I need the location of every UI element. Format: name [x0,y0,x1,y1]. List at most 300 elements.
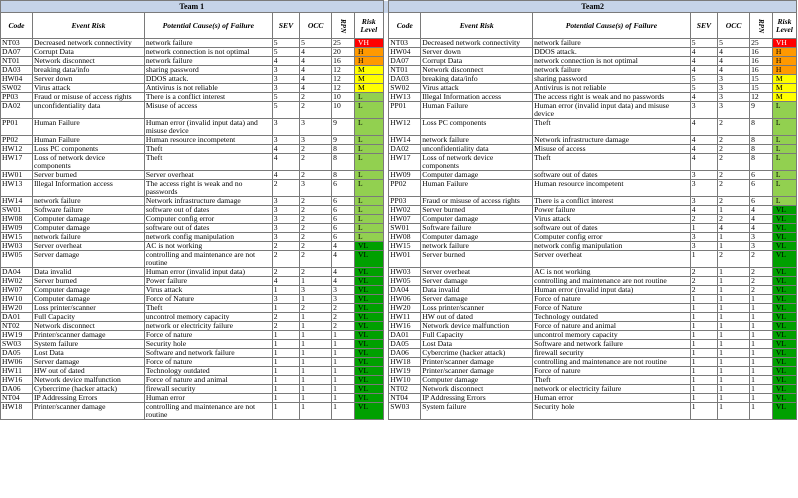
cell-code-2: SW03 [389,403,421,420]
cell-level: VL [354,268,383,277]
cell-rpn: 9 [332,136,355,145]
cell-cause-2: DDOS attack. [533,48,691,57]
cell-rpn: 1 [332,331,355,340]
cell-occ: 2 [300,154,332,171]
cell-level: VL [354,277,383,286]
cell-occ: 1 [300,349,332,358]
cell-event-2: Server damage [421,277,533,286]
cell-event: Server damage [32,358,144,367]
cell-rpn-2: 1 [750,376,773,385]
cell-occ-2: 1 [718,286,750,295]
cell-event: Printer/scanner damage [32,403,144,420]
cell-sev-2: 1 [690,224,717,233]
table-row [1,136,797,145]
cell-rpn: 4 [332,268,355,277]
cell-sev-2: 1 [690,376,717,385]
cell-sev-2: 1 [690,313,717,322]
cell-cause: Power failure [144,277,272,286]
cell-cause-2: Software and network failure [533,340,691,349]
cell-code: HW14 [1,197,33,206]
cell-cause-2: AC is not working [533,268,691,277]
cell-level-2: M [772,75,796,84]
cell-rpn-2: 6 [750,171,773,180]
cell-level: M [354,66,383,75]
cell-cause: Security hole [144,340,272,349]
cell-level: L [354,171,383,180]
cell-occ: 1 [300,394,332,403]
cell-sev: 1 [272,304,299,313]
cell-sev: 2 [272,242,299,251]
cell-sev: 3 [272,197,299,206]
col-risk: Risk Level [354,13,383,39]
table-row [1,295,797,304]
cell-code: HW18 [1,403,33,420]
cell-code: DA05 [1,349,33,358]
cell-level-2: VL [772,224,796,233]
cell-event-2: unconfidentiality data [421,145,533,154]
cell-level: VL [354,358,383,367]
cell-cause-2: network config manipulation [533,242,691,251]
cell-code-2: HW10 [389,376,421,385]
cell-sev-2: 4 [690,136,717,145]
cell-rpn: 6 [332,233,355,242]
cell-level: VL [354,322,383,331]
cell-event-2: Human Failure [421,102,533,119]
cell-cause-2: controlling and maintenance are not routine [533,358,691,367]
cell-code-2: HW02 [389,206,421,215]
cell-cause-2: Human resource incompetent [533,180,691,197]
cell-cause-2: Network infrastructure damage [533,136,691,145]
cell-cause-2: network failure [533,66,691,75]
cell-sev-2: 4 [690,48,717,57]
cell-rpn-2: 12 [750,93,773,102]
cell-sev: 1 [272,403,299,420]
cell-event: Corrupt Data [32,48,144,57]
cell-rpn-2: 4 [750,206,773,215]
cell-sev: 3 [272,233,299,242]
cell-rpn: 8 [332,154,355,171]
table-row [1,313,797,322]
cell-event-2: network failure [421,242,533,251]
cell-cause: Human error (invalid input data) [144,268,272,277]
cell-code-2: HW04 [389,48,421,57]
cell-rpn-2: 2 [750,286,773,295]
cell-level: VL [354,331,383,340]
cell-code: HW20 [1,304,33,313]
cell-cause-2: Force of nature [533,367,691,376]
cell-level: L [354,145,383,154]
cell-code: NT02 [1,322,33,331]
cell-level-2: L [772,145,796,154]
cell-sev: 3 [272,295,299,304]
cell-sev-2: 2 [690,286,717,295]
cell-occ: 1 [300,277,332,286]
cell-sev-2: 1 [690,340,717,349]
cell-event-2: Network disconnect [421,66,533,75]
cell-sev: 3 [272,206,299,215]
cell-sev-2: 1 [690,358,717,367]
cell-code-2: HW09 [389,171,421,180]
col-cause: Potential Cause(s) of Failure [144,13,272,39]
cell-sev: 3 [272,75,299,84]
cell-occ-2: 2 [718,145,750,154]
cell-occ: 4 [300,75,332,84]
cell-level-2: L [772,136,796,145]
cell-cause: controlling and maintenance are not routine [144,251,272,268]
cell-sev: 1 [272,385,299,394]
cell-cause: There is a conflict interest [144,93,272,102]
cell-level: M [354,84,383,93]
cell-sev: 1 [272,286,299,295]
cell-level-2: VL [772,340,796,349]
cell-event: System failure [32,340,144,349]
cell-cause-2: Human error (invalid input data) [533,286,691,295]
cell-code-2: HW07 [389,215,421,224]
cell-level: VH [354,39,383,48]
cell-occ: 1 [300,403,332,420]
cell-sev: 1 [272,367,299,376]
cell-event-2: Decreased network connectivity [421,39,533,48]
cell-level-2: VL [772,322,796,331]
table-row [1,322,797,331]
cell-cause-2: network or electricity failure [533,385,691,394]
cell-level-2: VL [772,242,796,251]
cell-occ: 4 [300,48,332,57]
cell-code-2: HW20 [389,304,421,313]
cell-code-2: HW14 [389,136,421,145]
cell-sev: 2 [272,251,299,268]
cell-event: Server burned [32,171,144,180]
cell-rpn-2: 6 [750,180,773,197]
cell-level: L [354,102,383,119]
cell-event-2: Server burned [421,206,533,215]
cell-rpn-2: 16 [750,48,773,57]
cell-cause-2: Virus attack [533,215,691,224]
cell-cause-2: Theft [533,154,691,171]
cell-code-2: HW06 [389,295,421,304]
cell-rpn-2: 4 [750,215,773,224]
cell-occ-2: 1 [718,340,750,349]
cell-rpn: 4 [332,242,355,251]
cell-level: L [354,206,383,215]
cell-rpn: 4 [332,277,355,286]
cell-sev-2: 2 [690,277,717,286]
cell-level-2: VL [772,277,796,286]
cell-level-2: VL [772,349,796,358]
cell-occ: 4 [300,57,332,66]
cell-event-2: Server damage [421,295,533,304]
table-row [1,39,797,48]
cell-cause-2: software out of dates [533,171,691,180]
cell-occ-2: 2 [718,180,750,197]
cell-rpn-2: 1 [750,304,773,313]
cell-sev: 3 [272,136,299,145]
cell-event-2: Printer/scanner damage [421,358,533,367]
cell-occ: 3 [300,286,332,295]
cell-level: VL [354,304,383,313]
table-row [1,224,797,233]
cell-sev-2: 5 [690,39,717,48]
cell-code: DA06 [1,385,33,394]
cell-code: HW04 [1,75,33,84]
cell-code: HW10 [1,295,33,304]
cell-code: HW13 [1,180,33,197]
cell-rpn-2: 1 [750,403,773,420]
table-row [1,206,797,215]
cell-cause: Software and network failure [144,349,272,358]
cell-cause-2: Theft [533,119,691,136]
cell-rpn: 10 [332,102,355,119]
cell-cause: Technology outdated [144,367,272,376]
cell-level-2: VL [772,313,796,322]
cell-rpn: 12 [332,84,355,93]
cell-cause-2: Security hole [533,403,691,420]
table-row [1,358,797,367]
cell-cause: Computer config error [144,215,272,224]
table-row [1,268,797,277]
cell-cause-2: The access right is weak and no passwords [533,93,691,102]
cell-occ-2: 2 [718,154,750,171]
cell-sev: 3 [272,215,299,224]
cell-event-2: Lost Data [421,340,533,349]
cell-code-2: HW17 [389,154,421,171]
cell-sev: 4 [272,145,299,154]
cell-occ: 5 [300,39,332,48]
cell-rpn: 6 [332,224,355,233]
cell-occ-2: 1 [718,242,750,251]
cell-rpn: 1 [332,367,355,376]
cell-event: Computer damage [32,224,144,233]
cell-level-2: VL [772,251,796,268]
cell-level: VL [354,367,383,376]
cell-event: Software failure [32,206,144,215]
cell-cause: Theft [144,154,272,171]
table-row [1,66,797,75]
cell-cause-2: Force of nature and animal [533,322,691,331]
cell-cause-2: controlling and maintenance are not routine [533,277,691,286]
cell-code: HW19 [1,331,33,340]
cell-level-2: M [772,93,796,102]
cell-rpn-2: 1 [750,331,773,340]
cell-code-2: SW01 [389,224,421,233]
cell-rpn: 1 [332,394,355,403]
cell-code: DA01 [1,313,33,322]
cell-event: Server down [32,75,144,84]
cell-sev-2: 4 [690,119,717,136]
cell-code: HW06 [1,358,33,367]
cell-event-2: Computer damage [421,171,533,180]
cell-occ-2: 2 [718,171,750,180]
cell-occ: 2 [300,197,332,206]
table-row [1,119,797,136]
cell-cause: Misuse of access [144,102,272,119]
cell-occ: 1 [300,340,332,349]
cell-rpn-2: 8 [750,119,773,136]
cell-sev: 3 [272,84,299,93]
cell-level: VL [354,385,383,394]
cell-occ: 3 [300,136,332,145]
cell-rpn-2: 16 [750,66,773,75]
cell-rpn-2: 1 [750,358,773,367]
cell-level-2: VL [772,385,796,394]
cell-occ: 1 [300,376,332,385]
cell-occ: 2 [300,171,332,180]
cell-occ-2: 4 [718,66,750,75]
cell-event: Printer/scanner damage [32,331,144,340]
cell-level: L [354,224,383,233]
cell-event-2: Full Capacity [421,331,533,340]
cell-code: HW12 [1,145,33,154]
cell-cause: Human resource incompetent [144,136,272,145]
cell-rpn: 1 [332,376,355,385]
table-row [1,75,797,84]
cell-level: VL [354,295,383,304]
cell-code: SW02 [1,84,33,93]
cell-code-2: HW11 [389,313,421,322]
cell-cause: sharing password [144,66,272,75]
col-rpn-2: RPN [750,13,773,39]
col-sev: SEV [272,13,299,39]
cell-level-2: VL [772,295,796,304]
cell-code: HW01 [1,171,33,180]
cell-code-2: HW19 [389,367,421,376]
cell-code-2: HW13 [389,93,421,102]
cell-rpn: 12 [332,66,355,75]
cell-rpn: 20 [332,48,355,57]
cell-event: Server overheat [32,242,144,251]
cell-occ-2: 3 [718,75,750,84]
cell-occ-2: 1 [718,385,750,394]
cell-occ: 1 [300,331,332,340]
cell-occ: 3 [300,119,332,136]
table-row [1,171,797,180]
table-row [1,304,797,313]
cell-rpn-2: 25 [750,39,773,48]
cell-event-2: Server down [421,48,533,57]
cell-event-2: Human Failure [421,180,533,197]
cell-occ: 2 [300,93,332,102]
cell-occ-2: 4 [718,224,750,233]
cell-sev-2: 1 [690,331,717,340]
column-header-row [1,13,797,39]
cell-rpn-2: 15 [750,75,773,84]
cell-rpn: 9 [332,119,355,136]
cell-occ-2: 1 [718,376,750,385]
cell-code: PP02 [1,136,33,145]
table-row [1,57,797,66]
cell-cause: DDOS attack. [144,75,272,84]
cell-code-2: HW16 [389,322,421,331]
cell-cause: network failure [144,57,272,66]
cell-level: VL [354,251,383,268]
cell-code-2: NT02 [389,385,421,394]
col-occ-2: OCC [718,13,750,39]
cell-rpn-2: 1 [750,385,773,394]
cell-level-2: VL [772,233,796,242]
cell-occ-2: 2 [718,197,750,206]
cell-rpn: 6 [332,215,355,224]
cell-event: Cybercrime (hacker attack) [32,385,144,394]
cell-event: Virus attack [32,84,144,93]
cell-event-2: Server overheat [421,268,533,277]
cell-sev: 2 [272,180,299,197]
table-row [1,251,797,268]
cell-level: L [354,233,383,242]
cell-code: DA07 [1,48,33,57]
cell-code: HW05 [1,251,33,268]
cell-level: M [354,75,383,84]
cell-sev: 5 [272,93,299,102]
cell-occ-2: 2 [718,136,750,145]
cell-cause-2: Human error (invalid input data) and misuse device [533,102,691,119]
cell-event-2: Virus attack [421,84,533,93]
cell-level: L [354,154,383,171]
cell-level-2: VL [772,376,796,385]
cell-code-2: DA01 [389,331,421,340]
table-row [1,277,797,286]
cell-sev: 3 [272,119,299,136]
cell-event: Loss of network device components [32,154,144,171]
cell-occ: 1 [300,358,332,367]
table-row [1,349,797,358]
cell-cause: Network infrastructure damage [144,197,272,206]
cell-level: VL [354,242,383,251]
cell-cause: network config manipulation [144,233,272,242]
cell-event: Computer damage [32,295,144,304]
cell-occ-2: 4 [718,57,750,66]
cell-occ: 2 [300,233,332,242]
cell-occ-2: 1 [718,313,750,322]
cell-code-2: DA02 [389,145,421,154]
cell-occ-2: 1 [718,349,750,358]
cell-code-2: HW05 [389,277,421,286]
cell-occ-2: 3 [718,84,750,93]
cell-cause-2: Server overheat [533,251,691,268]
cell-cause: Force of nature [144,331,272,340]
cell-cause: AC is not working [144,242,272,251]
cell-cause-2: Misuse of access [533,145,691,154]
cell-occ: 2 [300,145,332,154]
cell-rpn-2: 16 [750,57,773,66]
table-row [1,385,797,394]
cell-rpn: 3 [332,295,355,304]
cell-event-2: Fraud or misuse of access rights [421,197,533,206]
cell-level: VL [354,313,383,322]
cell-level: VL [354,286,383,295]
col-event: Event Risk [32,13,144,39]
cell-sev: 4 [272,277,299,286]
cell-sev-2: 4 [690,66,717,75]
cell-event-2: Loss of network device components [421,154,533,171]
cell-occ: 1 [300,367,332,376]
cell-event: Computer damage [32,286,144,295]
table-row [1,403,797,420]
cell-code: DA03 [1,66,33,75]
cell-occ-2: 5 [718,39,750,48]
cell-event: Illegal Information access [32,180,144,197]
cell-code: HW02 [1,277,33,286]
cell-occ-2: 1 [718,403,750,420]
cell-rpn: 1 [332,340,355,349]
cell-occ: 2 [300,268,332,277]
cell-rpn-2: 8 [750,154,773,171]
cell-occ: 4 [300,84,332,93]
cell-event-2: Network device malfunction [421,322,533,331]
cell-event-2: Illegal Information access [421,93,533,102]
cell-rpn: 2 [332,313,355,322]
cell-code: SW01 [1,206,33,215]
table-row [1,286,797,295]
